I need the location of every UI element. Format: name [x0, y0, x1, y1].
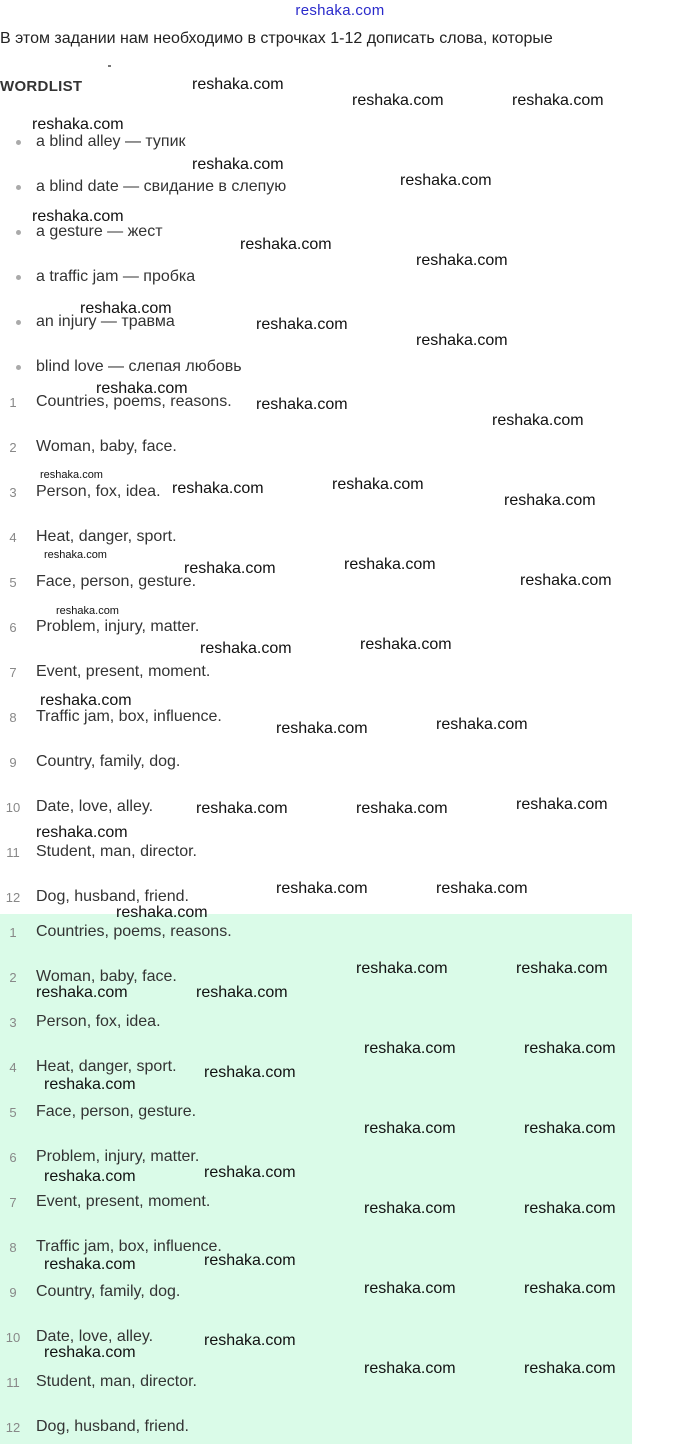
exercise-text: Dog, husband, friend.: [36, 888, 189, 905]
watermark: reshaka.com: [364, 1120, 456, 1137]
wordlist-item-text: an injury — травма: [36, 313, 175, 330]
answer-number: 3: [9, 1014, 17, 1030]
exercise-text: Problem, injury, matter.: [36, 618, 200, 635]
bullet-icon: [16, 320, 21, 325]
answer-number: 10: [5, 1329, 21, 1345]
answer-text: Country, family, dog.: [36, 1283, 181, 1300]
divider-mark: [108, 65, 111, 67]
exercise-text: Event, present, moment.: [36, 663, 211, 680]
watermark: reshaka.com: [520, 572, 612, 589]
watermark: reshaka.com: [512, 92, 604, 109]
exercise-text: Face, person, gesture.: [36, 573, 197, 590]
site-header-link[interactable]: reshaka.com: [295, 2, 385, 19]
intro-text: В этом задании нам необходимо в строчках 1-12 дописать слова, которые: [0, 30, 553, 47]
answer-text: Event, present, moment.: [36, 1193, 211, 1210]
watermark: reshaka.com: [524, 1360, 616, 1377]
watermark: reshaka.com: [96, 380, 188, 397]
answer-text: Date, love, alley.: [36, 1328, 154, 1345]
watermark: reshaka.com: [364, 1040, 456, 1057]
watermark: reshaka.com: [184, 560, 276, 577]
wordlist-item-text: a blind date — свидание в слепую: [36, 178, 287, 195]
exercise-text: Traffic jam, box, influence.: [36, 708, 222, 725]
answer-number: 8: [9, 1239, 17, 1255]
watermark: reshaka.com: [364, 1280, 456, 1297]
answer-number: 6: [9, 1149, 17, 1165]
wordlist-heading: WORDLIST: [0, 78, 83, 95]
watermark: reshaka.com: [80, 300, 172, 317]
watermark: reshaka.com: [524, 1120, 616, 1137]
watermark: reshaka.com: [256, 396, 348, 413]
answer-number: 12: [5, 1419, 21, 1435]
exercise-text: Person, fox, idea.: [36, 483, 161, 500]
wordlist-item-text: a traffic jam — пробка: [36, 268, 196, 285]
watermark: reshaka.com: [524, 1200, 616, 1217]
answer-text: Heat, danger, sport.: [36, 1058, 177, 1075]
answer-number: 11: [6, 1374, 20, 1390]
watermark: reshaka.com: [524, 1040, 616, 1057]
watermark: reshaka.com: [172, 480, 264, 497]
watermark: reshaka.com: [192, 76, 284, 93]
answer-number: 2: [9, 969, 17, 985]
wordlist-item-text: blind love — слепая любовь: [36, 358, 242, 375]
watermark: reshaka.com: [204, 1064, 296, 1081]
exercise-number: 8: [9, 709, 17, 725]
exercise-number: 1: [9, 394, 17, 410]
exercise-number: 9: [9, 754, 17, 770]
exercise-number: 3: [9, 484, 17, 500]
exercise-text: Heat, danger, sport.: [36, 528, 177, 545]
watermark: reshaka.com: [276, 720, 368, 737]
watermark: reshaka.com: [416, 332, 508, 349]
watermark: reshaka.com: [204, 1164, 296, 1181]
answer-text: Face, person, gesture.: [36, 1103, 197, 1120]
watermark: reshaka.com: [492, 412, 584, 429]
watermark: reshaka.com: [32, 208, 124, 225]
watermark: reshaka.com: [56, 605, 119, 617]
watermark: reshaka.com: [436, 716, 528, 733]
watermark: reshaka.com: [36, 984, 128, 1001]
answer-text: Problem, injury, matter.: [36, 1148, 200, 1165]
bullet-icon: [16, 230, 21, 235]
exercise-number: 6: [9, 619, 17, 635]
exercise-number: 5: [9, 574, 17, 590]
watermark: reshaka.com: [40, 692, 132, 709]
watermark: reshaka.com: [352, 92, 444, 109]
watermark: reshaka.com: [524, 1280, 616, 1297]
wordlist-item-text: a blind alley — тупик: [36, 133, 186, 150]
watermark: reshaka.com: [44, 1076, 136, 1093]
bullet-icon: [16, 185, 21, 190]
watermark: reshaka.com: [240, 236, 332, 253]
watermark: reshaka.com: [356, 800, 448, 817]
answer-number: 1: [9, 924, 17, 940]
watermark: reshaka.com: [516, 960, 608, 977]
watermark: reshaka.com: [196, 984, 288, 1001]
watermark: reshaka.com: [364, 1200, 456, 1217]
exercise-text: Country, family, dog.: [36, 753, 181, 770]
watermark: reshaka.com: [196, 800, 288, 817]
answer-number: 7: [9, 1194, 17, 1210]
watermark: reshaka.com: [192, 156, 284, 173]
watermark: reshaka.com: [276, 880, 368, 897]
exercise-text: Woman, baby, face.: [36, 438, 177, 455]
exercise-number: 7: [9, 664, 17, 680]
answer-text: Woman, baby, face.: [36, 968, 177, 985]
exercise-number: 10: [5, 799, 21, 815]
answer-text: Traffic jam, box, influence.: [36, 1238, 222, 1255]
watermark: reshaka.com: [364, 1360, 456, 1377]
exercise-text: Date, love, alley.: [36, 798, 154, 815]
answer-text: Dog, husband, friend.: [36, 1418, 189, 1435]
watermark: reshaka.com: [360, 636, 452, 653]
exercise-number: 4: [9, 529, 17, 545]
wordlist-item-text: a gesture — жест: [36, 223, 163, 240]
watermark: reshaka.com: [344, 556, 436, 573]
watermark: reshaka.com: [44, 1168, 136, 1185]
watermark: reshaka.com: [36, 824, 128, 841]
watermark: reshaka.com: [32, 116, 124, 133]
answer-number: 9: [9, 1284, 17, 1300]
watermark: reshaka.com: [332, 476, 424, 493]
exercise-text: Student, man, director.: [36, 843, 197, 860]
exercise-number: 11: [6, 844, 20, 860]
answer-text: Student, man, director.: [36, 1373, 197, 1390]
watermark: reshaka.com: [200, 640, 292, 657]
watermark: reshaka.com: [504, 492, 596, 509]
answer-number: 5: [9, 1104, 17, 1120]
watermark: reshaka.com: [356, 960, 448, 977]
bullet-icon: [16, 365, 21, 370]
watermark: reshaka.com: [44, 549, 107, 561]
bullet-icon: [16, 275, 21, 280]
exercise-text: Countries, poems, reasons.: [36, 393, 232, 410]
answer-text: Person, fox, idea.: [36, 1013, 161, 1030]
watermark: reshaka.com: [400, 172, 492, 189]
watermark: reshaka.com: [204, 1332, 296, 1349]
watermark: reshaka.com: [256, 316, 348, 333]
answer-text: Countries, poems, reasons.: [36, 923, 232, 940]
watermark: reshaka.com: [44, 1344, 136, 1361]
watermark: reshaka.com: [436, 880, 528, 897]
bullet-icon: [16, 140, 21, 145]
watermark: reshaka.com: [44, 1256, 136, 1273]
watermark: reshaka.com: [116, 904, 208, 921]
watermark: reshaka.com: [416, 252, 508, 269]
watermark: reshaka.com: [516, 796, 608, 813]
exercise-number: 2: [9, 439, 17, 455]
watermark: reshaka.com: [40, 469, 103, 481]
answer-number: 4: [9, 1059, 17, 1075]
exercise-number: 12: [5, 889, 21, 905]
watermark: reshaka.com: [204, 1252, 296, 1269]
